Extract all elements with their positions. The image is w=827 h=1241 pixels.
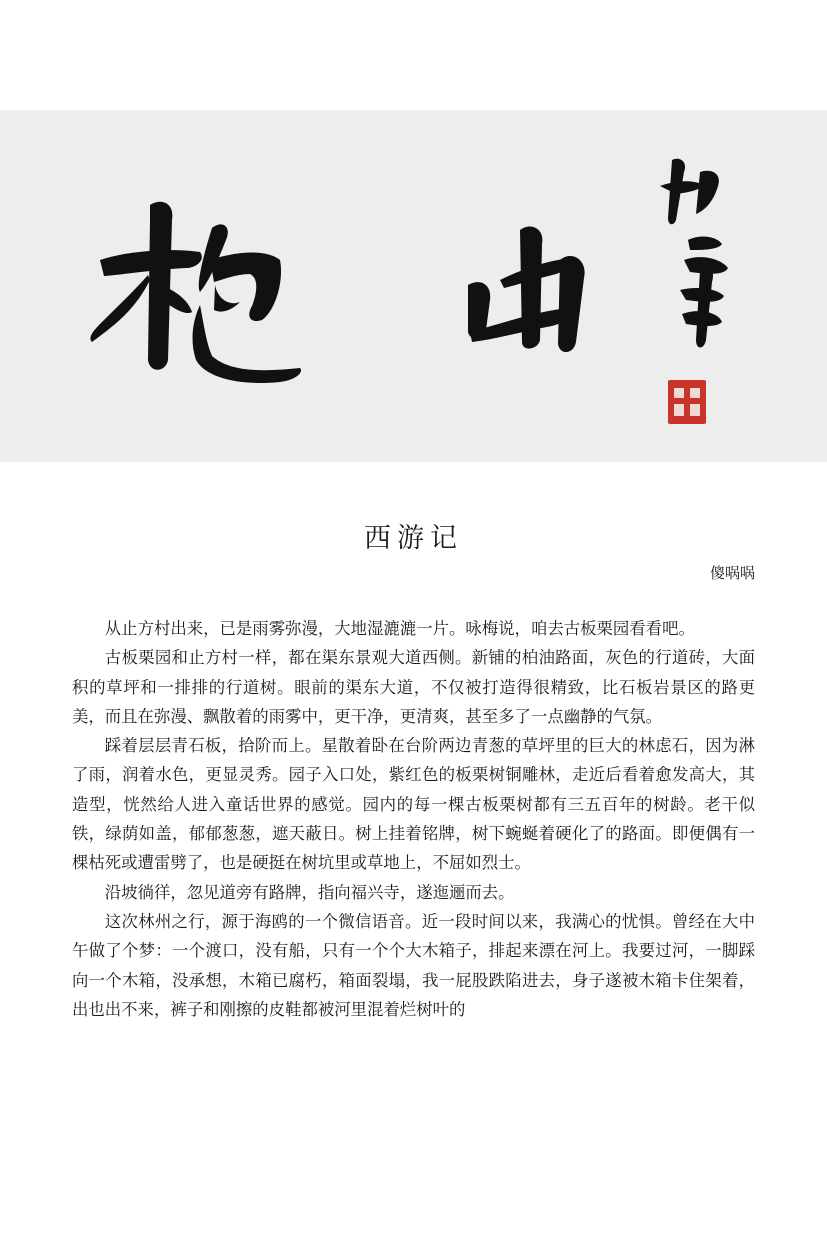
- signature-strokes: [660, 159, 728, 348]
- paragraph-1: 从止方村出来，已是雨雾弥漫，大地湿漉漉一片。咏梅说，咱去古板栗园看看吧。: [104, 619, 695, 638]
- paragraph-2: 古板栗园和止方村一样，都在渠东景观大道西侧。新铺的柏油路面，灰色的行道砖，大面积的草坪和一排排的行道树。眼前的渠东大道，不仅被打造得很精致，比石板岩景区的路更美，而且在弥漫、飘散着的雨雾中，更干净，更清爽，甚至多了一点幽静的气氛。: [72, 648, 755, 726]
- paragraph-3: 踩着层层青石板，拾阶而上。星散着卧在台阶两边青葱的草坪里的巨大的林虑石，因为淋了雨，润着水色，更显灵秀。园子入口处，紫红色的板栗树铜雕林，走近后看着愈发高大，其造型，恍然给人进入童话世界的感觉。园内的每一棵古板栗树都有三五百年的树龄。老干似铁，绿荫如盖，郁郁葱葱，遮天蔽日。树上挂着铭牌，树下蜿蜒着硬化了的路面。即便偶有一棵枯死或遭雷劈了，也是硬挺在树坑里或草地上，不屈如烈士。: [72, 736, 755, 873]
- paragraph-4: 沿坡徜徉，忽见道旁有路牌，指向福兴寺，遂迤逦而去。: [104, 882, 515, 902]
- calligraphy-character-1: [90, 202, 301, 383]
- seal-stamp: [668, 380, 706, 424]
- article-body: [72, 614, 755, 1024]
- article-author: 傻㖞㖞: [709, 564, 755, 582]
- article-title: 西游记: [364, 523, 463, 554]
- calligraphy-artwork: [0, 110, 827, 462]
- calligraphy-banner: [0, 110, 827, 462]
- calligraphy-character-2: [468, 226, 585, 352]
- paragraph-5: 这次林州之行，源于海鸥的一个微信语音。近一段时间以来，我满心的忧惧。曾经在大中午做了个梦：一个渡口，没有船，只有一个个大木箱子，排起来漂在河上。我要过河，一脚踩向一个木箱，没承想，木箱已腐朽，箱面裂塌，我一屁股跌陷进去，身子遂被木箱卡住架着，出也出不来，裤子和刚擦的皮鞋都被河里混着烂树叶的: [72, 911, 755, 1019]
